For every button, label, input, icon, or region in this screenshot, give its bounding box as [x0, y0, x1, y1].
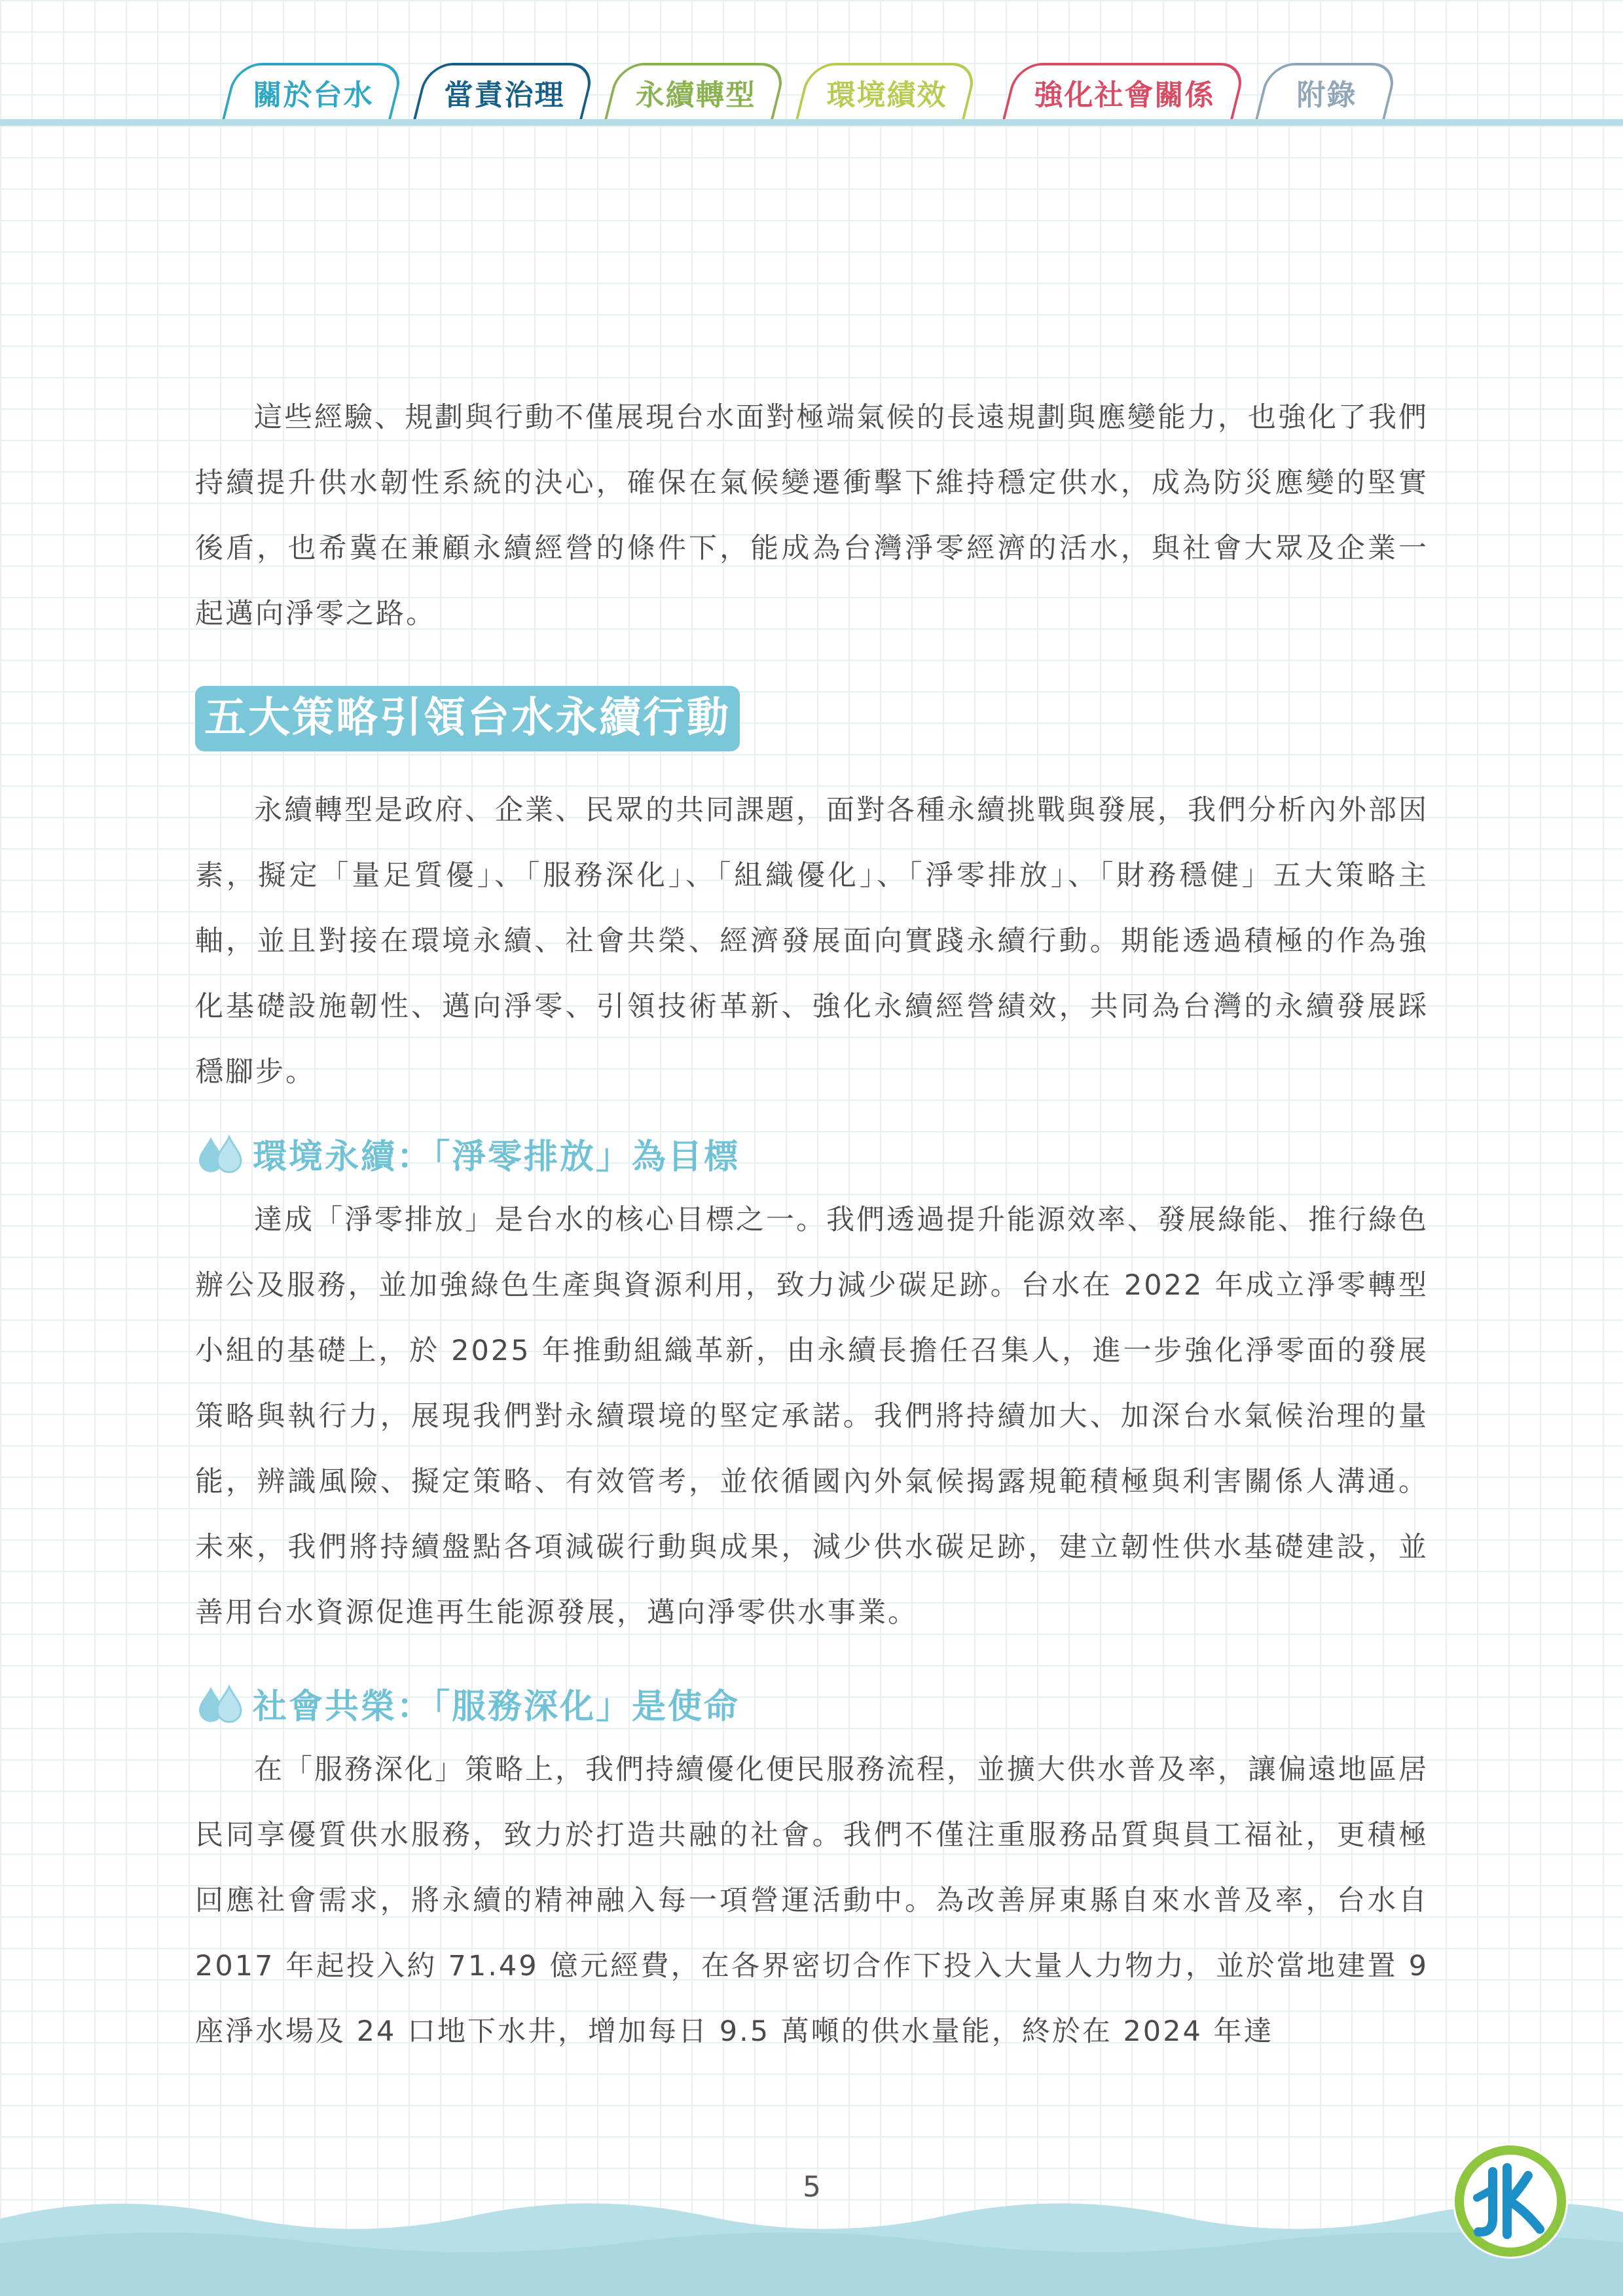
tab-appendix[interactable]	[1255, 63, 1398, 119]
social-heading-row	[195, 1677, 1429, 1729]
chapter-tab-bar	[221, 63, 1400, 120]
intro-block	[195, 385, 1429, 647]
environment-subsection	[195, 1127, 1429, 1645]
social-subsection	[195, 1677, 1429, 2064]
social-paragraph: 在「服務深化」策略上，我們持續優化便民服務流程，並擴大供水普及率，讓偏遠地區居民同享優質供水服務，致力於打造共融的社會。我們不僅注重服務品質與員工福祉，更積極回應社會需求，將永續的精神融入每一項營運活動中。為改善屏東縣自來水普及率，台水自 2017 年起投入約 71.49 億元經費，在各界密切合作下投入大量人力物力，並於當地建置 9 座淨水場及 24 口地下水井，增加每日 9.5 萬噸的供水量能，終於在 2024 年達	[195, 1753, 1429, 2048]
social-heading: 社會共榮：「服務深化」是使命	[253, 1687, 740, 1727]
environment-heading: 環境永續：「淨零排放」為目標	[253, 1137, 740, 1177]
page-number: 5	[803, 2170, 821, 2204]
tab-sustainable-transformation[interactable]	[604, 63, 787, 119]
header-divider	[0, 119, 1623, 126]
tab-label: 永續轉型	[635, 79, 756, 112]
tab-governance[interactable]	[413, 63, 596, 119]
environment-heading-row	[195, 1127, 1429, 1179]
tab-label: 當責治理	[444, 79, 565, 112]
tab-social-relations[interactable]	[1002, 63, 1247, 119]
section-block	[195, 778, 1429, 1105]
section-paragraph: 永續轉型是政府、企業、民眾的共同課題，面對各種永續挑戰與發展，我們分析內外部因素，擬定「量足質優」、「服務深化」、「組織優化」、「淨零排放」、「財務穩健」五大策略主軸，並且對接在環境永續、社會共榮、經濟發展面向實踐永續行動。期能透過積極的作為強化基礎設施韌性、邁向淨零、引領技術革新、強化永續經營績效，共同為台灣的永續發展踩穩腳步。	[195, 794, 1429, 1088]
section-title-block	[195, 686, 1429, 751]
tab-label: 環境績效	[826, 79, 947, 112]
tab-environmental-performance[interactable]	[795, 63, 978, 119]
water-drops-icon	[195, 1133, 245, 1174]
taiwan-water-logo-icon	[1451, 2142, 1570, 2261]
intro-paragraph: 這些經驗、規劃與行動不僅展現台水面對極端氣候的長遠規劃與應變能力，也強化了我們持續提升供水韌性系統的決心，確保在氣候變遷衝擊下維持穩定供水，成為防災應變的堅實後盾，也希冀在兼顧永續經營的條件下，能成為台灣淨零經濟的活水，與社會大眾及企業一起邁向淨零之路。	[195, 401, 1429, 630]
water-drops-icon	[195, 1683, 245, 1723]
tab-label: 強化社會關係	[1034, 79, 1215, 112]
footer-wave	[0, 2193, 1623, 2296]
tab-label: 關於台水	[253, 79, 374, 112]
tab-about[interactable]	[222, 63, 405, 119]
environment-paragraph: 達成「淨零排放」是台水的核心目標之一。我們透過提升能源效率、發展綠能、推行綠色辦公及服務，並加強綠色生產與資源利用，致力減少碳足跡。台水在 2022 年成立淨零轉型小組的基礎上，於 2025 年推動組織革新，由永續長擔任召集人，進一步強化淨零面的發展策略與執行力，展現我們對永續環境的堅定承諾。我們將持續加大、加深台水氣候治理的量能，辨識風險、擬定策略、有效管考，並依循國內外氣候揭露規範積極與利害關係人溝通。未來，我們將持續盤點各項減碳行動與成果，減少供水碳足跡，建立韌性供水基礎建設，並善用台水資源促進再生能源發展，邁向淨零供水事業。	[195, 1204, 1429, 1629]
tab-label: 附錄	[1296, 79, 1357, 112]
section-title: 五大策略引領台水永續行動	[195, 686, 740, 751]
